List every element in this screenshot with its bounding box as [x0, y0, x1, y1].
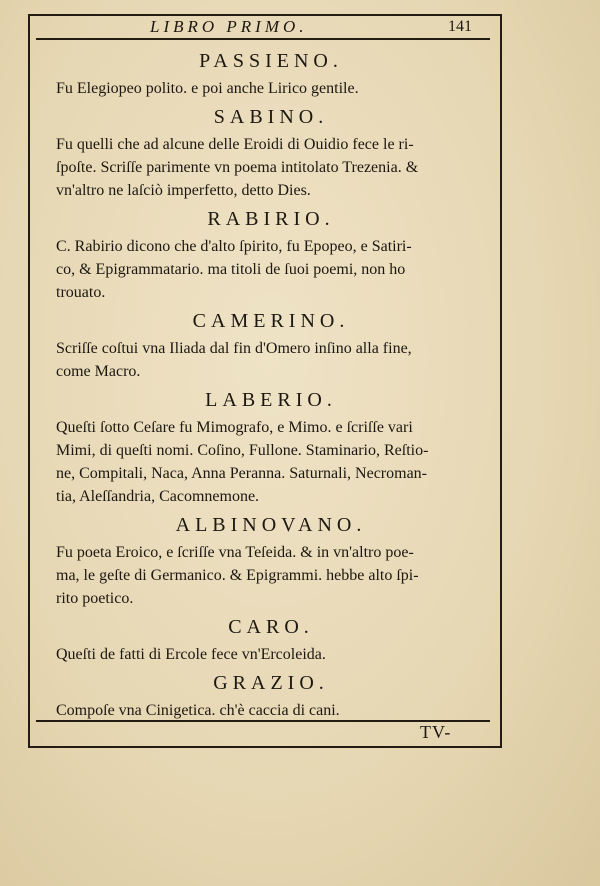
entry-heading: SABINO. [213, 106, 329, 128]
entry-grazio [56, 670, 486, 722]
entry-albinovano [56, 512, 486, 610]
entry-heading: CAMERINO. [192, 310, 350, 332]
entry-heading: ALBINOVANO. [175, 514, 367, 536]
entry-text: C. Rabirio dicono che d'alto ſpirito, fu Epopeo, e Satiri- co, & Epigrammatario. ma titoli de ſuoi poemi, non ho trouato. [56, 238, 412, 301]
entry-text: Queſti ſotto Ceſare fu Mimografo, e Mimo. e ſcriſſe vari Mimi, di queſti nomi. Coſino, Fullone. Staminario, Reſtio- ne, Compitali, Naca, Anna Peranna. Saturnali, Necroman- tia, Aleſſandria, Cacomnemone. [56, 419, 429, 505]
entry-heading: RABIRIO. [207, 208, 335, 230]
catchword: TV- [420, 722, 452, 742]
entry-heading: LABERIO. [205, 389, 337, 411]
entry-passieno [56, 48, 486, 100]
entries-list [56, 48, 486, 726]
entry-heading: CARO. [228, 616, 314, 638]
running-head: LIBRO PRIMO. [150, 17, 308, 36]
entry-text: Scriſſe coſtui vna Iliada dal fin d'Omero inſino alla fine, come Macro. [56, 340, 412, 380]
entry-heading: PASSIENO. [199, 50, 343, 72]
entry-laberio [56, 387, 486, 508]
entry-text: Compoſe vna Cinigetica. ch'è caccia di cani. [56, 702, 340, 719]
entry-caro [56, 614, 486, 666]
page-number: 141 [448, 18, 472, 35]
entry-heading: GRAZIO. [213, 672, 329, 694]
entry-text: Fu poeta Eroico, e ſcriſſe vna Teſeida. & in vn'altro poe- ma, le geſte di Germanico. & Epigrammi. hebbe alto ſpi- rito poetico. [56, 544, 419, 607]
entry-text: Fu quelli che ad alcune delle Eroidi di Ouidio fece le ri- ſpoſte. Scriſſe parimente vn poema intitolato Trezenia. & vn'altro ne laſciò imperfetto, detto Dies. [56, 136, 419, 199]
entry-camerino [56, 308, 486, 383]
entry-text: Queſti de fatti di Ercole fece vn'Ercoleida. [56, 646, 326, 663]
entry-rabirio [56, 206, 486, 304]
entry-text: Fu Elegiopeo polito. e poi anche Lirico gentile. [56, 80, 359, 97]
entry-sabino [56, 104, 486, 202]
